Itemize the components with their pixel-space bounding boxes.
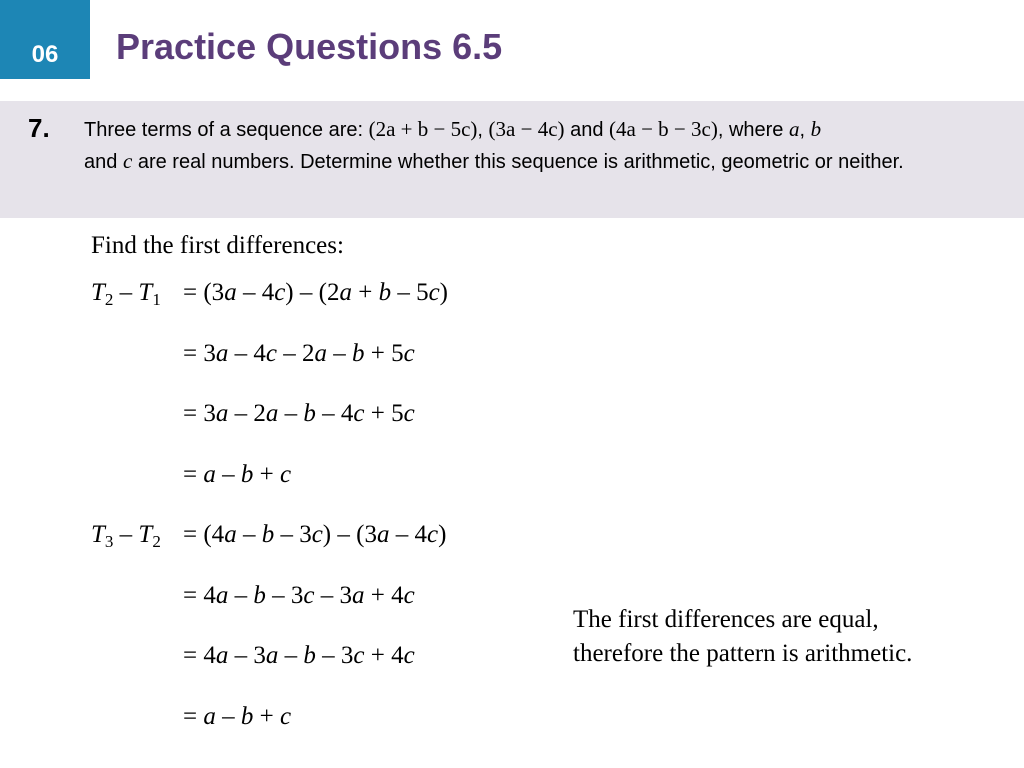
where-text: , where: [717, 119, 789, 141]
difference-2-line: = 4a – b – 3c – 3a + 4c: [183, 582, 415, 609]
question-text: [84, 114, 1004, 178]
question-rest: are real numbers. Determine whether this sequence is arithmetic, geometric or neither.: [132, 151, 904, 173]
question-number: 7.: [28, 113, 50, 143]
difference-1-line: = (3a – 4c) – (2a + b – 5c): [183, 279, 448, 306]
question-intro: Three terms of a sequence are:: [84, 119, 369, 141]
difference-2-result: = a – b + c: [183, 703, 292, 730]
difference-1-result: = a – b + c: [183, 461, 292, 488]
difference-2-line: = (4a – b – 3c) – (3a – 4c): [183, 521, 447, 548]
difference-2-label: $T_3 - T_2$: [91, 521, 161, 551]
and-word: and: [564, 119, 610, 141]
conclusion-line: The first differences are equal,: [573, 606, 879, 633]
question-panel: [0, 101, 1024, 218]
slide-title: Practice Questions 6.5: [116, 26, 503, 67]
variable-b: b: [810, 117, 822, 141]
solution-intro: Find the first differences:: [91, 232, 344, 259]
conclusion-note: [573, 603, 912, 671]
conclusion-line: therefore the pattern is arithmetic.: [573, 640, 913, 667]
difference-1-line: = 3a – 2a – b – 4c + 5c: [183, 400, 415, 427]
term-2: (3a − 4c): [488, 117, 565, 141]
term-1: (2a + b − 5c): [368, 117, 478, 141]
comma: ,: [799, 119, 811, 141]
variable-c: c: [122, 149, 133, 173]
separator: ,: [477, 119, 489, 141]
chapter-number-tab: 06: [0, 0, 90, 79]
difference-1-line: = 3a – 4c – 2a – b + 5c: [183, 340, 415, 367]
and-word-line2: and: [84, 151, 123, 173]
term-3: (4a − b − 3c): [609, 117, 718, 141]
difference-1-label: $T_2 - T_1$: [91, 279, 161, 309]
variable-a: a: [789, 117, 800, 141]
difference-2-line: = 4a – 3a – b – 3c + 4c: [183, 642, 415, 669]
